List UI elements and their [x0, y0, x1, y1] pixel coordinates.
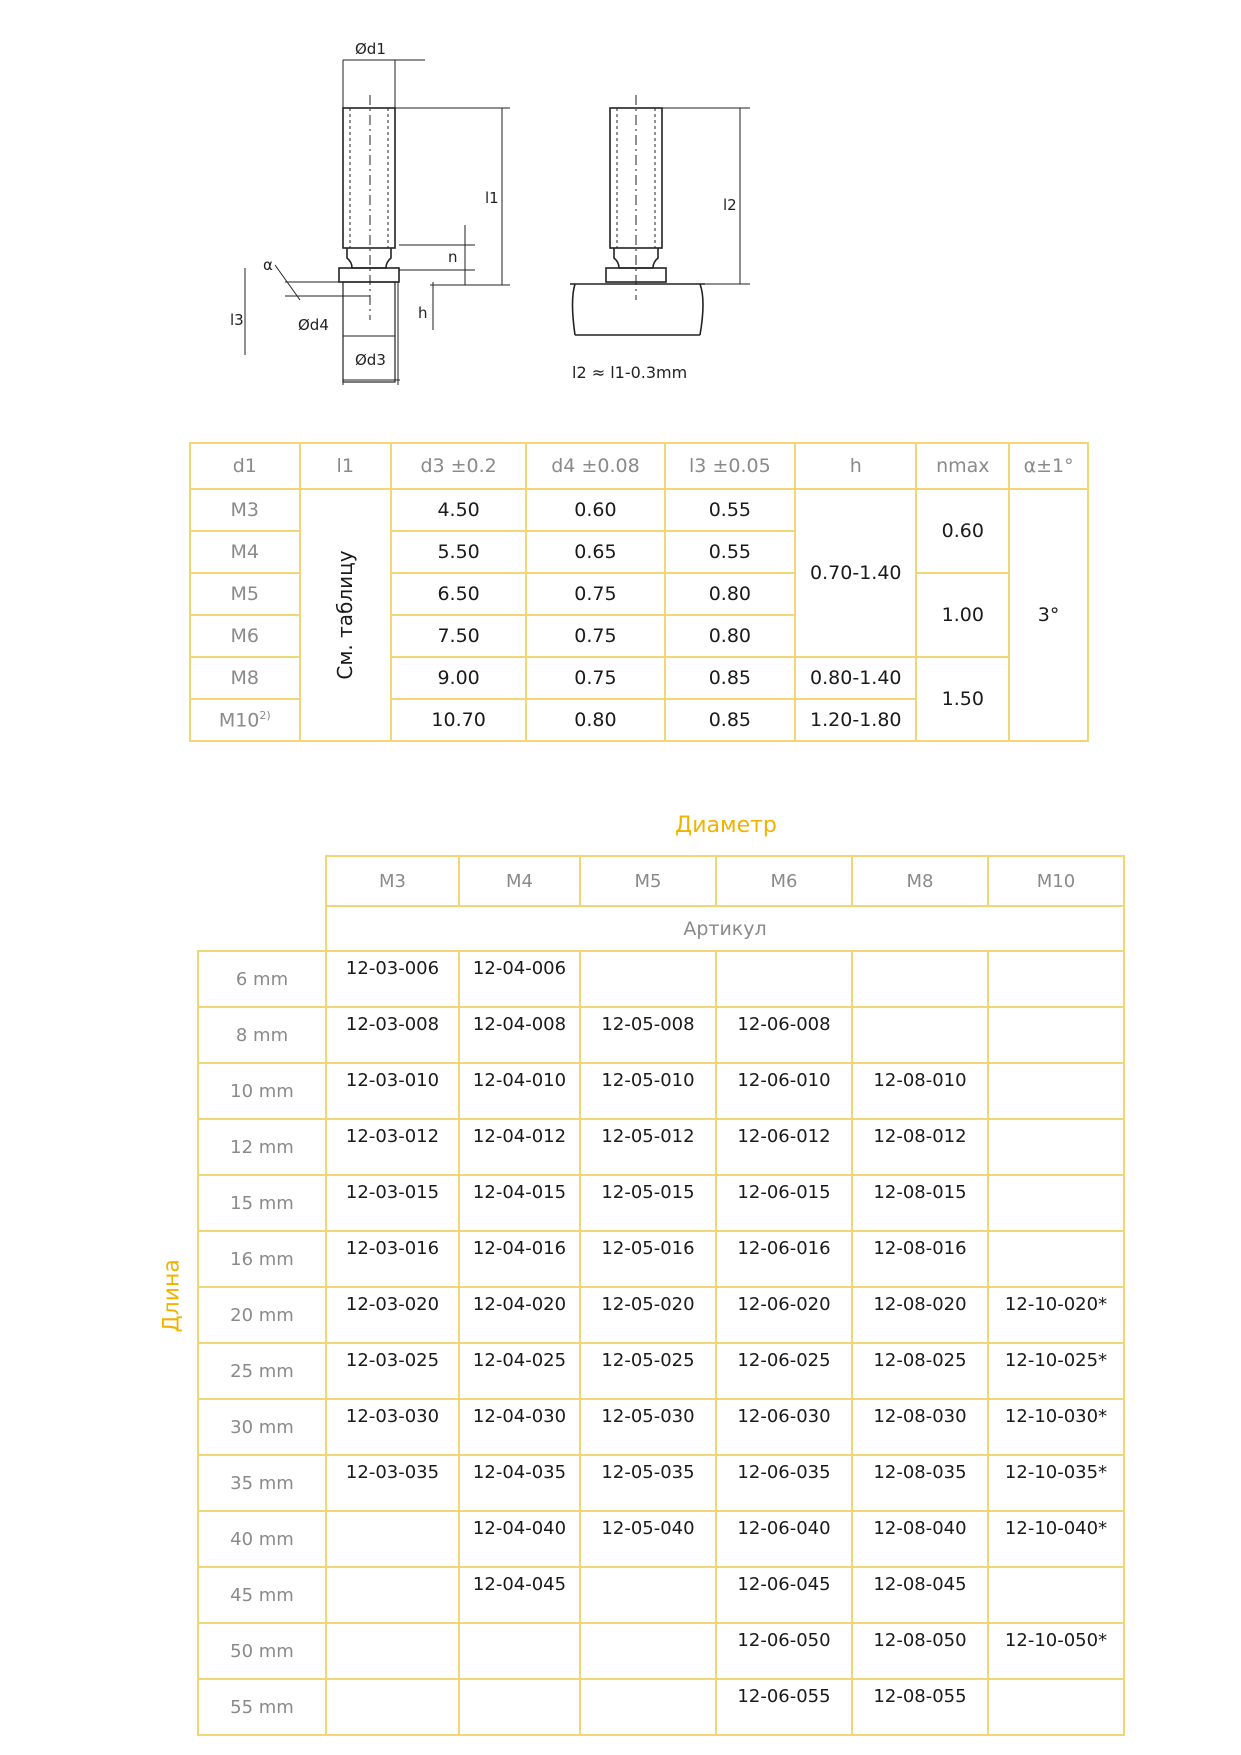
article-cell: 12-05-020 — [580, 1287, 716, 1343]
article-cell: 12-06-020 — [716, 1287, 852, 1343]
spec-d4: 0.80 — [526, 699, 664, 741]
article-cell: 12-04-010 — [459, 1063, 580, 1119]
spec-header-h: h — [795, 443, 916, 489]
spec-header-l3: l3 ±0.05 — [665, 443, 795, 489]
diameter-title: Диаметр — [675, 813, 777, 838]
article-cell: 12-06-025 — [716, 1343, 852, 1399]
label-l1: l1 — [485, 189, 499, 207]
spec-table — [189, 442, 1089, 742]
spec-d1: M8 — [190, 657, 300, 699]
article-cell: 12-08-015 — [852, 1175, 988, 1231]
diameter-header: M4 — [459, 856, 580, 906]
spec-nmax: 0.60 — [916, 489, 1009, 573]
length-cell: 50 mm — [198, 1623, 326, 1679]
article-label: Артикул — [326, 906, 1124, 951]
label-d4: Ød4 — [298, 316, 329, 334]
spec-header-d4: d4 ±0.08 — [526, 443, 664, 489]
article-cell: 12-05-010 — [580, 1063, 716, 1119]
article-cell: 12-10-025* — [988, 1343, 1124, 1399]
article-cell: 12-04-016 — [459, 1231, 580, 1287]
article-cell: 12-04-012 — [459, 1119, 580, 1175]
spec-h: 0.70-1.40 — [795, 489, 916, 657]
length-cell: 40 mm — [198, 1511, 326, 1567]
spec-alpha: 3° — [1009, 489, 1088, 741]
length-cell: 12 mm — [198, 1119, 326, 1175]
technical-drawing — [0, 0, 1241, 420]
table-row — [198, 1175, 1124, 1231]
spec-d3: 7.50 — [391, 615, 526, 657]
table-row — [198, 1623, 1124, 1679]
article-cell — [988, 1063, 1124, 1119]
article-cell — [459, 1623, 580, 1679]
article-cell: 12-05-035 — [580, 1455, 716, 1511]
article-cell — [988, 951, 1124, 1007]
spec-d4: 0.75 — [526, 615, 664, 657]
article-cell: 12-06-015 — [716, 1175, 852, 1231]
article-cell: 12-06-040 — [716, 1511, 852, 1567]
article-cell: 12-08-055 — [852, 1679, 988, 1735]
table-row — [198, 1511, 1124, 1567]
article-cell — [988, 1007, 1124, 1063]
label-l2: l2 — [723, 196, 737, 214]
label-d1: Ød1 — [355, 40, 386, 58]
article-cell: 12-10-050* — [988, 1623, 1124, 1679]
spec-d1: M4 — [190, 531, 300, 573]
spec-d4: 0.60 — [526, 489, 664, 531]
length-cell: 20 mm — [198, 1287, 326, 1343]
article-cell: 12-05-012 — [580, 1119, 716, 1175]
spec-d3: 5.50 — [391, 531, 526, 573]
article-cell: 12-04-045 — [459, 1567, 580, 1623]
article-cell: 12-05-030 — [580, 1399, 716, 1455]
spec-d4: 0.75 — [526, 573, 664, 615]
spec-d3: 6.50 — [391, 573, 526, 615]
article-cell: 12-10-030* — [988, 1399, 1124, 1455]
article-cell: 12-10-040* — [988, 1511, 1124, 1567]
article-cell: 12-05-008 — [580, 1007, 716, 1063]
length-cell: 35 mm — [198, 1455, 326, 1511]
footnote-mark: 2) — [259, 708, 271, 722]
article-cell: 12-03-016 — [326, 1231, 459, 1287]
article-cell: 12-08-025 — [852, 1343, 988, 1399]
spec-d3: 9.00 — [391, 657, 526, 699]
article-cell: 12-03-010 — [326, 1063, 459, 1119]
diameter-header: M6 — [716, 856, 852, 906]
article-cell: 12-08-016 — [852, 1231, 988, 1287]
article-cell: 12-03-025 — [326, 1343, 459, 1399]
article-cell: 12-10-035* — [988, 1455, 1124, 1511]
spec-d3: 10.70 — [391, 699, 526, 741]
spec-header-d1: d1 — [190, 443, 300, 489]
table-row — [198, 1679, 1124, 1735]
spec-header-d3: d3 ±0.2 — [391, 443, 526, 489]
length-cell: 25 mm — [198, 1343, 326, 1399]
article-cell: 12-08-010 — [852, 1063, 988, 1119]
article-cell — [326, 1511, 459, 1567]
spec-d1: M5 — [190, 573, 300, 615]
spec-l3: 0.85 — [665, 699, 795, 741]
article-cell: 12-06-035 — [716, 1455, 852, 1511]
spec-nmax: 1.00 — [916, 573, 1009, 657]
article-cell: 12-03-035 — [326, 1455, 459, 1511]
article-cell: 12-06-010 — [716, 1063, 852, 1119]
spec-h: 1.20-1.80 — [795, 699, 916, 741]
spec-l3: 0.80 — [665, 573, 795, 615]
spec-d1: M10$^{2)}$ — [190, 699, 300, 741]
article-cell — [580, 1567, 716, 1623]
article-cell — [988, 1231, 1124, 1287]
article-cell: 12-03-006 — [326, 951, 459, 1007]
article-cell — [988, 1567, 1124, 1623]
article-cell: 12-03-020 — [326, 1287, 459, 1343]
spec-d4: 0.75 — [526, 657, 664, 699]
article-cell: 12-04-040 — [459, 1511, 580, 1567]
label-l3: l3 — [230, 311, 244, 329]
length-cell: 45 mm — [198, 1567, 326, 1623]
article-cell: 12-08-035 — [852, 1455, 988, 1511]
article-cell — [852, 1007, 988, 1063]
table-row — [198, 1455, 1124, 1511]
length-cell: 30 mm — [198, 1399, 326, 1455]
article-cell — [326, 1623, 459, 1679]
length-cell: 15 mm — [198, 1175, 326, 1231]
label-n: n — [448, 248, 458, 266]
article-cell — [580, 1679, 716, 1735]
length-cell: 6 mm — [198, 951, 326, 1007]
length-title: Длина — [159, 1259, 185, 1333]
table-row — [198, 1007, 1124, 1063]
article-cell — [326, 1567, 459, 1623]
spec-h: 0.80-1.40 — [795, 657, 916, 699]
article-cell: 12-04-020 — [459, 1287, 580, 1343]
article-cell: 12-05-016 — [580, 1231, 716, 1287]
article-cell: 12-06-008 — [716, 1007, 852, 1063]
label-formula: l2 ≈ l1-0.3mm — [572, 363, 688, 382]
label-alpha: α — [263, 256, 273, 274]
article-cell: 12-06-045 — [716, 1567, 852, 1623]
article-cell: 12-06-055 — [716, 1679, 852, 1735]
spec-l3: 0.85 — [665, 657, 795, 699]
table-row — [198, 1287, 1124, 1343]
article-cell: 12-08-045 — [852, 1567, 988, 1623]
article-cell: 12-03-030 — [326, 1399, 459, 1455]
spec-nmax: 1.50 — [916, 657, 1009, 741]
spec-l3: 0.55 — [665, 531, 795, 573]
article-cell: 12-05-040 — [580, 1511, 716, 1567]
article-cell: 12-06-016 — [716, 1231, 852, 1287]
article-cell: 12-05-025 — [580, 1343, 716, 1399]
article-cell — [988, 1119, 1124, 1175]
article-cell: 12-04-035 — [459, 1455, 580, 1511]
table-row — [198, 1567, 1124, 1623]
spec-header-alpha: α±1° — [1009, 443, 1088, 489]
article-cell: 12-04-015 — [459, 1175, 580, 1231]
spec-d1: M6 — [190, 615, 300, 657]
spec-l1-note: См. таблицу — [300, 489, 391, 741]
article-cell — [988, 1175, 1124, 1231]
spec-l3: 0.80 — [665, 615, 795, 657]
spec-d1: M3 — [190, 489, 300, 531]
table-row — [198, 1399, 1124, 1455]
label-d3: Ød3 — [355, 351, 386, 369]
length-cell: 10 mm — [198, 1063, 326, 1119]
article-cell: 12-08-012 — [852, 1119, 988, 1175]
article-cell: 12-06-012 — [716, 1119, 852, 1175]
length-cell: 8 mm — [198, 1007, 326, 1063]
label-h: h — [418, 304, 428, 322]
article-cell: 12-08-030 — [852, 1399, 988, 1455]
article-cell: 12-08-020 — [852, 1287, 988, 1343]
article-cell — [580, 1623, 716, 1679]
length-cell: 55 mm — [198, 1679, 326, 1735]
table-row — [198, 1343, 1124, 1399]
table-row — [198, 1231, 1124, 1287]
article-cell: 12-03-012 — [326, 1119, 459, 1175]
diameter-header: M10 — [988, 856, 1124, 906]
spec-d4: 0.65 — [526, 531, 664, 573]
article-cell: 12-08-040 — [852, 1511, 988, 1567]
article-cell: 12-06-050 — [716, 1623, 852, 1679]
article-cell: 12-04-030 — [459, 1399, 580, 1455]
article-cell — [716, 951, 852, 1007]
length-cell: 16 mm — [198, 1231, 326, 1287]
article-cell: 12-04-006 — [459, 951, 580, 1007]
article-cell: 12-10-020* — [988, 1287, 1124, 1343]
table-row — [198, 951, 1124, 1007]
article-cell — [459, 1679, 580, 1735]
table-row — [198, 1063, 1124, 1119]
article-cell — [326, 1679, 459, 1735]
article-cell: 12-06-030 — [716, 1399, 852, 1455]
article-cell: 12-08-050 — [852, 1623, 988, 1679]
article-cell: 12-03-008 — [326, 1007, 459, 1063]
spec-header-nmax: nmax — [916, 443, 1009, 489]
article-cell: 12-04-008 — [459, 1007, 580, 1063]
diameter-header: M5 — [580, 856, 716, 906]
article-table — [197, 855, 1125, 1736]
article-cell: 12-03-015 — [326, 1175, 459, 1231]
spec-header-l1: l1 — [300, 443, 391, 489]
article-cell: 12-05-015 — [580, 1175, 716, 1231]
article-cell — [580, 951, 716, 1007]
article-cell: 12-04-025 — [459, 1343, 580, 1399]
spec-d3: 4.50 — [391, 489, 526, 531]
article-cell — [852, 951, 988, 1007]
spec-l3: 0.55 — [665, 489, 795, 531]
diameter-header: M8 — [852, 856, 988, 906]
table-row — [198, 1119, 1124, 1175]
article-cell — [988, 1679, 1124, 1735]
diameter-header: M3 — [326, 856, 459, 906]
